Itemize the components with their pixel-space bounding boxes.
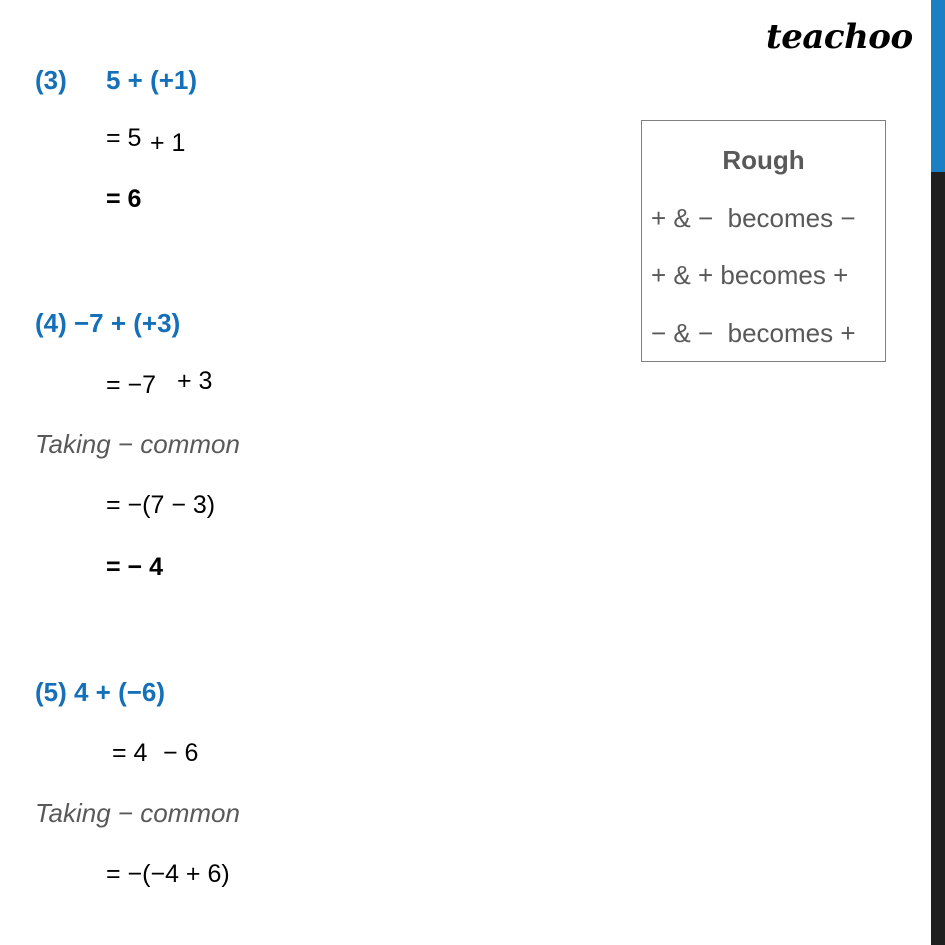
rough-title: Rough [722,145,805,175]
q5-step1-b: − 6 [163,739,199,767]
q5-note: Taking − common [35,798,240,828]
q3-step1-b: + 1 [150,129,186,157]
q5-heading: (5) 4 + (−6) [35,677,166,707]
q3-number: (3) [35,65,67,95]
sidebar-accent [931,0,945,172]
rough-rule-1: + & − becomes − [651,203,856,233]
q3-step1-a: = 5 [106,124,142,152]
q4-note: Taking − common [35,429,240,459]
q4-result: = − 4 [106,553,163,581]
q4-step1-a: = −7 [106,371,157,399]
teachoo-logo: teachoo [766,17,913,57]
rough-box [641,120,886,362]
q3-result: = 6 [106,185,142,213]
q4-step2: = −(7 − 3) [106,491,216,519]
rough-rule-3: − & − becomes + [651,318,856,348]
rough-rule-2: + & + becomes + [651,260,849,290]
q5-step2: = −(−4 + 6) [106,860,230,888]
q5-step1-a: = 4 [112,739,148,767]
q4-heading: (4) −7 + (+3) [35,308,181,338]
q3-expression: 5 + (+1) [106,65,198,95]
q4-step1-b: + 3 [177,367,213,395]
